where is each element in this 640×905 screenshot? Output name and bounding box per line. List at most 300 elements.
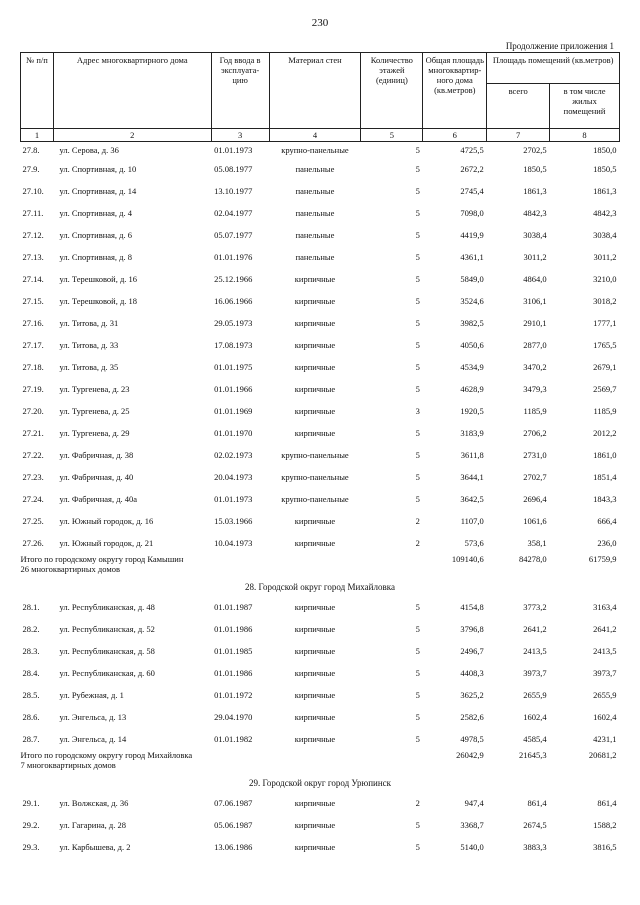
premises-area-residential: 1602,4 [593,712,617,722]
floors: 5 [415,252,420,262]
page-number: 230 [311,17,329,29]
floors: 5 [415,624,420,634]
row-number: 27.23. [22,472,44,482]
total-area: 2745,4 [460,186,484,196]
row-number: 28.1. [22,602,40,612]
column-number: 3 [211,129,269,142]
table-row [21,268,620,290]
table-row [21,202,620,224]
premises-area-all: 1850,5 [523,164,547,174]
wall-material: кирпичные [294,646,336,656]
total-area: 4154,8 [460,602,484,612]
row-number: 29.3. [22,842,40,852]
row-number: 28.4. [22,668,40,678]
total-label-line1: Итого по городскому округу город Михайловка [20,750,193,760]
total-label [21,750,423,778]
address: ул. Карбышева, д. 2 [59,842,131,852]
premises-area-residential: 3038,4 [593,230,617,240]
premises-area-all: 3883,3 [523,842,547,852]
housing-table [20,52,620,858]
table-row [21,356,620,378]
wall-material: кирпичные [294,668,336,678]
wall-material: панельные [295,208,335,218]
total-area: 4408,3 [460,668,484,678]
wall-material: крупно-панельные [281,145,349,155]
premises-area-residential: 1851,4 [593,472,617,482]
table-row [21,180,620,202]
premises-area-all: 3011,2 [523,252,547,262]
commission-year: 01.01.1972 [214,690,253,700]
premises-area-residential: 2641,2 [593,624,617,634]
wall-material: кирпичные [294,428,336,438]
wall-material: крупно-панельные [281,450,349,460]
table-row [21,378,620,400]
wall-material: кирпичные [294,406,336,416]
column-number: 4 [269,129,361,142]
table-header [21,53,620,142]
row-number: 29.1. [22,798,40,808]
total-area: 3796,8 [460,624,484,634]
floors: 2 [415,516,420,526]
premises-area-all: 1061,6 [523,516,547,526]
wall-material: панельные [295,164,335,174]
total-area: 4419,9 [460,230,484,240]
wall-material: кирпичные [294,296,336,306]
total-area: 5849,0 [460,274,484,284]
address: ул. Спортивная, д. 10 [59,164,137,174]
column-number: 5 [361,129,423,142]
row-number: 27.19. [22,384,44,394]
premises-area-all: 2706,2 [523,428,547,438]
commission-year: 07.06.1987 [214,798,253,808]
row-number: 29.2. [22,820,40,830]
wall-material: панельные [295,252,335,262]
row-number: 27.14. [22,274,44,284]
commission-year: 20.04.1973 [214,472,253,482]
section-heading: 29. Городской округ город Урюпинск [248,778,392,788]
premises-area-all: 3773,2 [523,602,547,612]
floors: 5 [415,472,420,482]
wall-material: кирпичные [294,602,336,612]
floors: 2 [415,798,420,808]
premises-area-residential: 1185,9 [593,406,617,416]
floors: 5 [415,734,420,744]
premises-area-residential: 1850,0 [593,145,617,155]
wall-material: кирпичные [294,798,336,808]
commission-year: 13.06.1986 [214,842,253,852]
table-row [21,422,620,444]
commission-year: 17.08.1973 [214,340,253,350]
total-row [21,750,620,778]
address: ул. Титова, д. 31 [59,318,119,328]
floors: 5 [415,274,420,284]
floors: 5 [415,450,420,460]
header-no: № п/п [21,53,54,129]
floors: 5 [415,186,420,196]
table-row [21,618,620,640]
premises-area-all: 2731,0 [523,450,547,460]
commission-year: 15.03.1966 [214,516,253,526]
premises-area-residential: 1843,3 [593,494,617,504]
table-row [21,836,620,858]
floors: 5 [415,208,420,218]
address: ул. Республиканская, д. 52 [59,624,155,634]
floors: 5 [415,362,420,372]
wall-material: крупно-панельные [281,472,349,482]
total-area: 573,6 [464,538,484,548]
row-number: 27.16. [22,318,44,328]
premises-area-residential: 1861,0 [593,450,617,460]
wall-material: кирпичные [294,538,336,548]
wall-material: кирпичные [294,362,336,372]
total-area: 4628,9 [460,384,484,394]
premises-area-residential: 666,4 [597,516,617,526]
table-row [21,246,620,268]
address: ул. Спортивная, д. 8 [59,252,133,262]
total-area: 2672,2 [460,164,484,174]
commission-year: 13.10.1977 [214,186,253,196]
row-number: 28.5. [22,690,40,700]
premises-area-all: 358,1 [527,538,547,548]
total-label-line1: Итого по городскому округу город Камышин [20,554,184,564]
column-number: 2 [53,129,211,142]
wall-material: кирпичные [294,734,336,744]
total-area: 2496,7 [460,646,484,656]
row-number: 27.17. [22,340,44,350]
row-number: 27.22. [22,450,44,460]
total-area: 3524,6 [460,296,484,306]
premises-area-all: 2413,5 [523,646,547,656]
total-area: 3982,5 [460,318,484,328]
column-number: 1 [21,129,54,142]
premises-area-residential: 2413,5 [593,646,617,656]
commission-year: 01.01.1973 [214,145,253,155]
header-address: Адрес многоквартирного дома [53,53,211,129]
address: ул. Серова, д. 36 [59,145,119,155]
row-number: 27.12. [22,230,44,240]
floors: 5 [415,842,420,852]
table-body [21,142,620,859]
commission-year: 01.01.1986 [214,624,253,634]
premises-area-residential: 236,0 [597,538,617,548]
premises-area-all: 4585,4 [523,734,547,744]
address: ул. Энгельса, д. 13 [59,712,127,722]
total-area: 4725,5 [460,145,484,155]
row-number: 27.13. [22,252,44,262]
commission-year: 01.01.1973 [214,494,253,504]
premises-area-all: 2910,1 [523,318,547,328]
address: ул. Фабричная, д. 40а [59,494,138,504]
total-area: 7098,0 [460,208,484,218]
total-area: 1920,5 [460,406,484,416]
total-premises-area-all: 21645,3 [518,750,547,760]
total-area: 5140,0 [460,842,484,852]
wall-material: панельные [295,230,335,240]
address: ул. Тургенева, д. 23 [59,384,130,394]
premises-area-residential: 3816,5 [593,842,617,852]
wall-material: кирпичные [294,624,336,634]
floors: 5 [415,318,420,328]
header-floors: Количество этажей (единиц) [361,53,423,129]
total-area: 3625,2 [460,690,484,700]
header-premises-area: Площадь помещений (кв.метров) [487,53,620,84]
row-number: 27.9. [22,164,40,174]
header-year: Год ввода в эксплуата-цию [211,53,269,129]
wall-material: крупно-панельные [281,494,349,504]
premises-area-residential: 1850,5 [593,164,617,174]
total-area: 947,4 [464,798,484,808]
commission-year: 05.07.1977 [214,230,253,240]
address: ул. Титова, д. 35 [59,362,119,372]
address: ул. Республиканская, д. 60 [59,668,155,678]
address: ул. Тургенева, д. 29 [59,428,130,438]
total-area: 4050,6 [460,340,484,350]
total-area: 2582,6 [460,712,484,722]
commission-year: 05.06.1987 [214,820,253,830]
total-area: 3183,9 [460,428,484,438]
table-row [21,596,620,618]
premises-area-residential: 4231,1 [593,734,617,744]
table-row [21,312,620,334]
wall-material: кирпичные [294,842,336,852]
premises-area-residential: 3163,4 [593,602,617,612]
premises-area-all: 4842,3 [523,208,547,218]
commission-year: 01.01.1985 [214,646,253,656]
floors: 5 [415,646,420,656]
premises-area-all: 4864,0 [523,274,547,284]
row-number: 27.10. [22,186,44,196]
section-heading-row [21,582,620,596]
premises-area-all: 2641,2 [523,624,547,634]
address: ул. Фабричная, д. 38 [59,450,134,460]
wall-material: кирпичные [294,820,336,830]
row-number: 27.11. [22,208,44,218]
premises-area-residential: 2679,1 [593,362,617,372]
premises-area-all: 1602,4 [523,712,547,722]
commission-year: 29.05.1973 [214,318,253,328]
table-row [21,142,620,159]
floors: 5 [415,668,420,678]
commission-year: 10.04.1973 [214,538,253,548]
premises-area-residential: 1588,2 [593,820,617,830]
header-residential: в том числе жилых помещений [550,84,620,129]
floors: 5 [415,712,420,722]
floors: 5 [415,690,420,700]
column-numbers-row [21,129,620,142]
premises-area-residential: 3011,2 [593,252,617,262]
premises-area-all: 3973,7 [523,668,547,678]
premises-area-residential: 4842,3 [593,208,617,218]
total-area: 4978,5 [460,734,484,744]
floors: 5 [415,340,420,350]
premises-area-all: 3038,4 [523,230,547,240]
premises-area-all: 861,4 [527,798,547,808]
premises-area-all: 1861,3 [523,186,547,196]
total-area: 3644,1 [460,472,484,482]
table-row [21,792,620,814]
total-area: 3368,7 [460,820,484,830]
address: ул. Тургенева, д. 25 [59,406,130,416]
table-row [21,510,620,532]
floors: 5 [415,230,420,240]
premises-area-residential: 3210,0 [593,274,617,284]
total-premises-area-all: 84278,0 [518,554,547,564]
commission-year: 01.01.1976 [214,252,253,262]
premises-area-residential: 861,4 [597,798,617,808]
total-area: 3642,5 [460,494,484,504]
table-row [21,728,620,750]
total-premises-area-residential: 61759,9 [588,554,617,564]
premises-area-residential: 2569,7 [593,384,617,394]
floors: 5 [415,296,420,306]
table-row [21,334,620,356]
floors: 5 [415,164,420,174]
table-row [21,400,620,422]
address: ул. Рубежная, д. 1 [59,690,124,700]
table-row [21,684,620,706]
row-number: 27.24. [22,494,44,504]
row-number: 27.20. [22,406,44,416]
floors: 5 [415,820,420,830]
commission-year: 01.01.1970 [214,428,253,438]
section-heading: 28. Городской округ город Михайловка [245,582,395,592]
header-all: всего [487,84,550,129]
address: ул. Энгельса, д. 14 [59,734,127,744]
table-row [21,158,620,180]
table-row [21,224,620,246]
premises-area-all: 2696,4 [523,494,547,504]
total-premises-area-residential: 20681,2 [588,750,617,760]
commission-year: 02.02.1973 [214,450,253,460]
total-total-area: 26042,9 [456,750,484,760]
row-number: 28.2. [22,624,40,634]
premises-area-all: 2655,9 [523,690,547,700]
floors: 5 [415,145,420,155]
premises-area-residential: 3018,2 [593,296,617,306]
commission-year: 29.04.1970 [214,712,253,722]
row-number: 27.18. [22,362,44,372]
premises-area-residential: 1861,3 [593,186,617,196]
floors: 3 [415,406,420,416]
row-number: 27.21. [22,428,44,438]
row-number: 28.7. [22,734,40,744]
row-number: 27.26. [22,538,44,548]
table-row [21,488,620,510]
commission-year: 01.01.1982 [214,734,253,744]
column-number: 8 [550,129,620,142]
premises-area-all: 2702,5 [523,145,547,155]
row-number: 27.8. [22,145,40,155]
total-label-line2: 7 многоквартирных домов [20,760,116,770]
address: ул. Спортивная, д. 6 [59,230,133,240]
total-area: 4361,1 [460,252,484,262]
premises-area-all: 2877,0 [523,340,547,350]
total-row [21,554,620,582]
wall-material: кирпичные [294,384,336,394]
address: ул. Терешковой, д. 18 [59,296,138,306]
total-total-area: 109140,6 [451,554,484,564]
total-area: 3611,8 [460,450,484,460]
wall-material: панельные [295,186,335,196]
continuation-note: Продолжение приложения 1 [505,41,614,51]
commission-year: 16.06.1966 [214,296,253,306]
address: ул. Спортивная, д. 4 [59,208,133,218]
wall-material: кирпичные [294,318,336,328]
column-number: 7 [487,129,550,142]
floors: 5 [415,428,420,438]
floors: 5 [415,602,420,612]
row-number: 28.3. [22,646,40,656]
address: ул. Южный городок, д. 21 [59,538,154,548]
total-label [21,554,423,582]
total-area: 1107,0 [460,516,484,526]
address: ул. Гагарина, д. 28 [59,820,127,830]
floors: 5 [415,494,420,504]
address: ул. Спортивная, д. 14 [59,186,137,196]
address: ул. Республиканская, д. 48 [59,602,155,612]
table-row [21,532,620,554]
table-row [21,706,620,728]
row-number: 28.6. [22,712,40,722]
row-number: 27.25. [22,516,44,526]
premises-area-all: 3470,2 [523,362,547,372]
wall-material: кирпичные [294,712,336,722]
address: ул. Фабричная, д. 40 [59,472,134,482]
section-heading-row [21,778,620,792]
header-total-area: Общая площадь многоквартир-ного дома (кв.метров) [423,53,487,129]
premises-area-all: 3479,3 [523,384,547,394]
premises-area-residential: 1765,5 [593,340,617,350]
premises-area-all: 2702,7 [523,472,547,482]
commission-year: 01.01.1986 [214,668,253,678]
wall-material: кирпичные [294,340,336,350]
premises-area-residential: 1777,1 [593,318,617,328]
address: ул. Титова, д. 33 [59,340,119,350]
wall-material: кирпичные [294,690,336,700]
total-label-line2: 26 многоквартирных домов [20,564,120,574]
total-area: 4534,9 [460,362,484,372]
table-row [21,640,620,662]
column-number: 6 [423,129,487,142]
address: ул. Волжская, д. 36 [59,798,129,808]
commission-year: 01.01.1969 [214,406,253,416]
commission-year: 02.04.1977 [214,208,253,218]
commission-year: 01.01.1975 [214,362,253,372]
address: ул. Терешковой, д. 16 [59,274,138,284]
commission-year: 05.08.1977 [214,164,253,174]
wall-material: кирпичные [294,516,336,526]
table-row [21,466,620,488]
floors: 5 [415,384,420,394]
premises-area-all: 1185,9 [523,406,547,416]
table-row [21,662,620,684]
premises-area-all: 3106,1 [523,296,547,306]
address: ул. Южный городок, д. 16 [59,516,154,526]
commission-year: 01.01.1987 [214,602,253,612]
premises-area-residential: 2012,2 [593,428,617,438]
table-row [21,290,620,312]
commission-year: 01.01.1966 [214,384,253,394]
address: ул. Республиканская, д. 58 [59,646,155,656]
premises-area-all: 2674,5 [523,820,547,830]
premises-area-residential: 3973,7 [593,668,617,678]
table-row [21,814,620,836]
commission-year: 25.12.1966 [214,274,253,284]
row-number: 27.15. [22,296,44,306]
premises-area-residential: 2655,9 [593,690,617,700]
header-material: Материал стен [269,53,361,129]
table-row [21,444,620,466]
